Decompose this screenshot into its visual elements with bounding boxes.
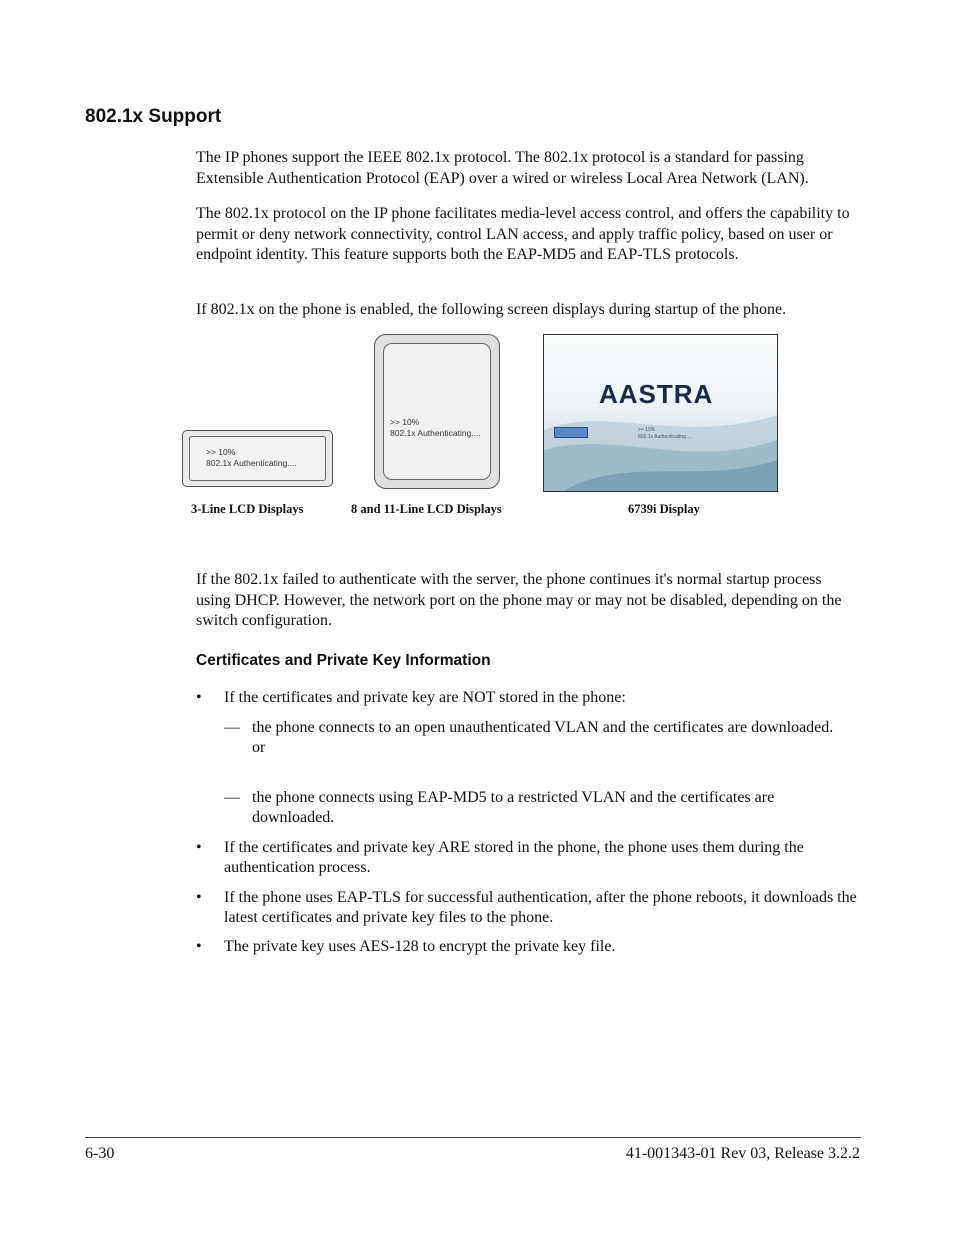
dash-mark: — — [224, 789, 240, 806]
sub-list-item — [224, 788, 860, 828]
sub-list-item — [224, 718, 860, 758]
subsection-heading: Certificates and Private Key Information — [196, 652, 491, 669]
display-status-text — [638, 427, 691, 441]
lcd-progress-text: >> 10% — [390, 417, 420, 427]
bullet-mark: • — [196, 938, 202, 955]
lcd-8-11-line-display — [374, 334, 500, 489]
list-item-text: If the certificates and private key ARE stored in the phone, the phone uses them during the authentication process. — [224, 839, 804, 876]
bullet-mark: • — [196, 839, 202, 856]
list-item-text: If the certificates and private key are NOT stored in the phone: — [224, 689, 626, 706]
failure-paragraph: If the 802.1x failed to authenticate with the server, the phone continues it's normal startup process using DHCP. However, the network port on the phone may or may not be disabled, depending on the switch configuration. — [196, 571, 842, 629]
lcd-progress-text: >> 10% — [206, 447, 236, 457]
list-item — [196, 937, 860, 957]
display-6739i — [543, 334, 778, 492]
lcd-status-text: 802.1x Authenticating.... — [390, 428, 481, 438]
aastra-logo: AASTRA — [599, 379, 714, 409]
protocol-paragraph: The 802.1x protocol on the IP phone facilitates media-level access control, and offers the capability to permit or deny network connectivity, control LAN access, and apply traffic policy, based on user or endpoint identity. This feature supports both the EAP-MD5 and EAP-TLS protocols. — [196, 205, 850, 263]
list-item — [196, 888, 860, 928]
bullet-mark: • — [196, 889, 202, 906]
bullet-mark: • — [196, 689, 202, 706]
lcd-8-11-line-screen — [383, 343, 491, 480]
dash-mark: — — [224, 719, 240, 736]
sub-list-item-text: the phone connects to an open unauthenticated VLAN and the certificates are downloaded. — [252, 719, 834, 736]
intro-paragraph: The IP phones support the IEEE 802.1x protocol. The 802.1x protocol is a standard for passing Extensible Authentication Protocol (EAP) over a wired or wireless Local Area Network (LAN). — [196, 149, 809, 187]
lcd-3-line-screen — [189, 436, 326, 481]
progress-bar — [554, 427, 588, 438]
caption-3-line: 3-Line LCD Displays — [191, 502, 304, 516]
display-progress-text: >> 10% — [638, 427, 656, 433]
sub-list-item-or: or — [252, 739, 266, 756]
document-id: 41-001343-01 Rev 03, Release 3.2.2 — [625, 1145, 860, 1162]
lcd-status-text: 802.1x Authenticating.... — [206, 458, 297, 468]
footer-rule — [85, 1137, 861, 1138]
list-item-text: If the phone uses EAP-TLS for successful authentication, after the phone reboots, it downloads the latest certificates and private key files to the phone. — [224, 889, 857, 926]
swoosh-background — [544, 335, 777, 491]
page-number: 6-30 — [85, 1145, 115, 1162]
caption-8-11-line: 8 and 11-Line LCD Displays — [351, 502, 502, 516]
caption-6739i: 6739i Display — [628, 502, 700, 516]
lcd-3-line-display — [182, 430, 333, 487]
display-auth-text: 802.1x Authenticating.... — [638, 434, 692, 440]
list-item-text: The private key uses AES-128 to encrypt the private key file. — [224, 938, 616, 955]
sub-list-item-text: the phone connects using EAP-MD5 to a restricted VLAN and the certificates are downloaded. — [252, 789, 775, 826]
startup-paragraph: If 802.1x on the phone is enabled, the following screen displays during startup of the phone. — [196, 301, 787, 318]
list-item — [196, 838, 860, 878]
list-item — [196, 688, 860, 708]
section-heading: 802.1x Support — [85, 106, 222, 127]
